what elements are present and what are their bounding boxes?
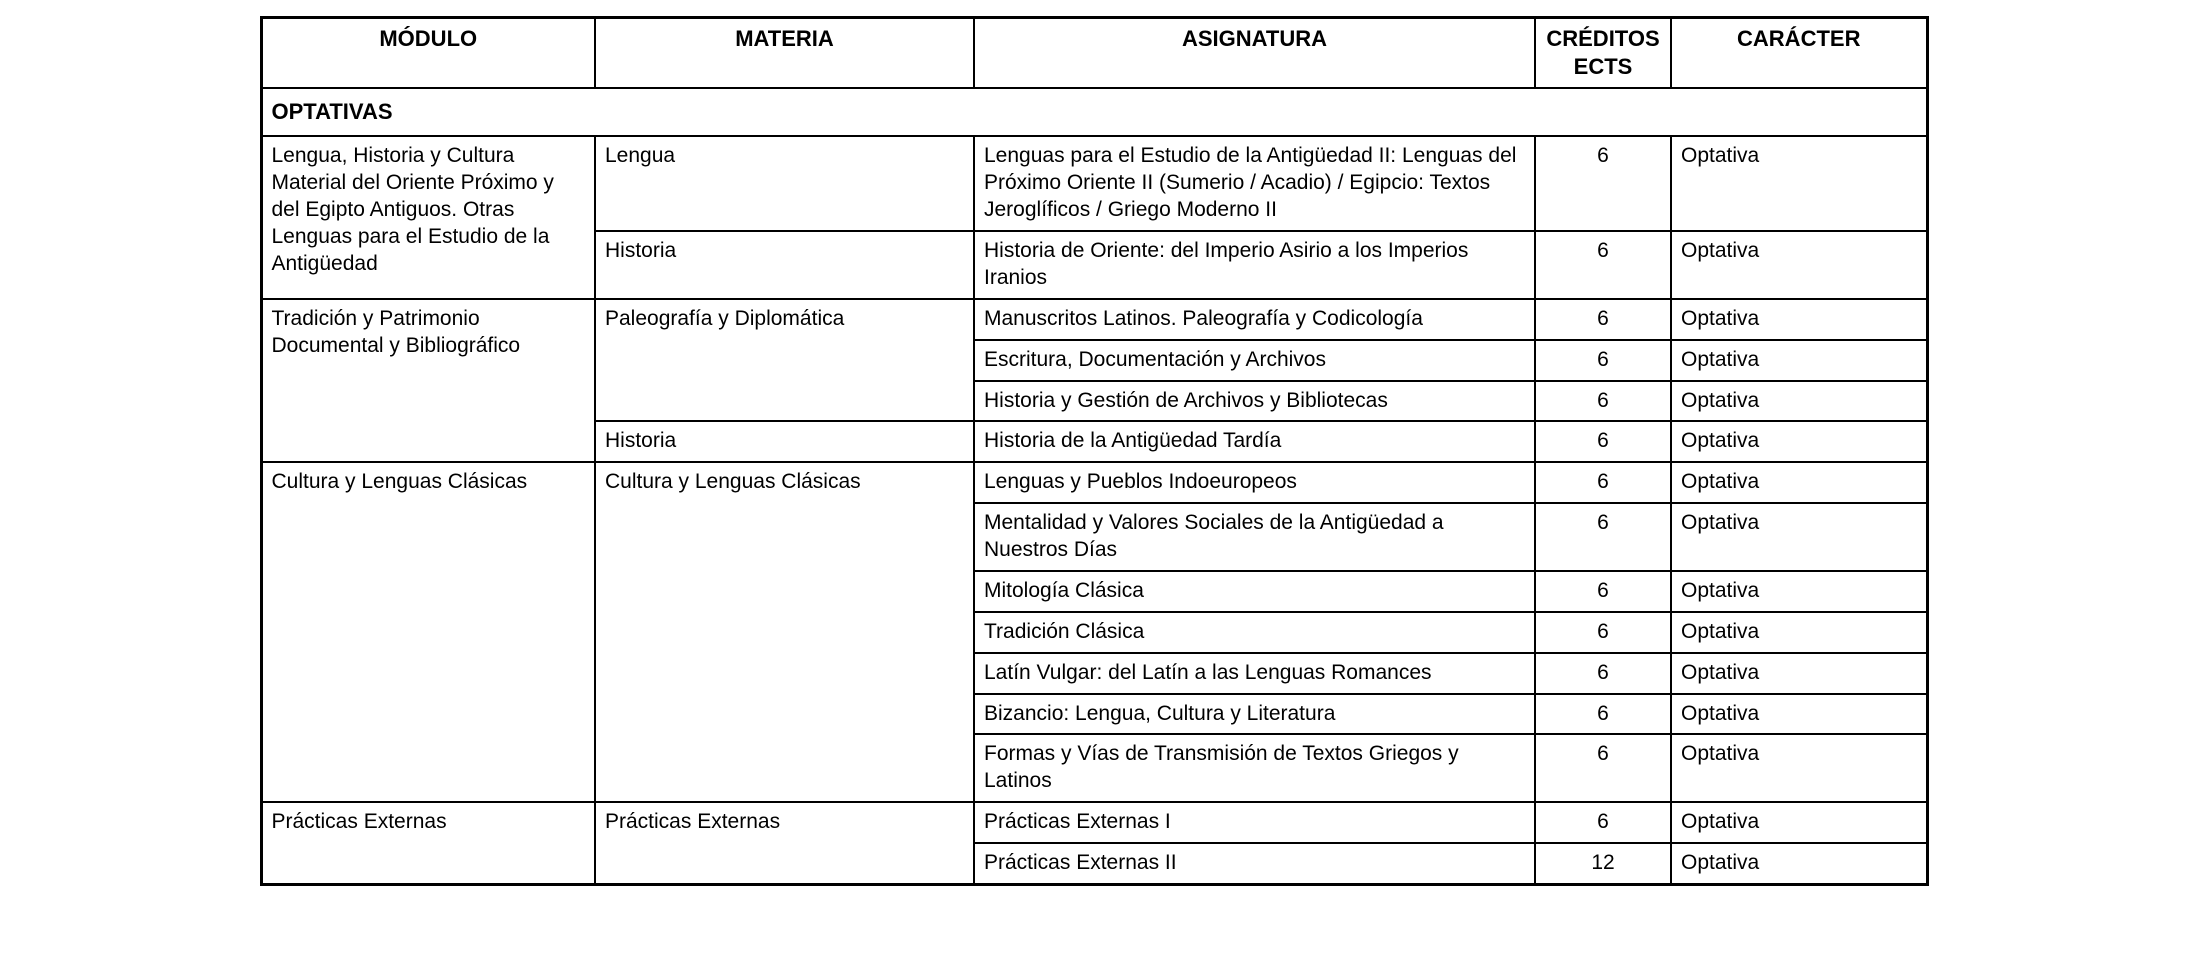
- caracter-cell: Optativa: [1671, 653, 1927, 694]
- header-row: [261, 18, 1927, 89]
- asignatura-cell: Historia de la Antigüedad Tardía: [974, 421, 1535, 462]
- modulo-cell: Tradición y Patrimonio Documental y Bibliográfico: [261, 299, 595, 463]
- table-row: [261, 299, 1927, 340]
- header-materia: MATERIA: [595, 18, 974, 89]
- caracter-cell: Optativa: [1671, 694, 1927, 735]
- creditos-cell: 6: [1535, 462, 1671, 503]
- creditos-cell: 6: [1535, 231, 1671, 299]
- caracter-cell: Optativa: [1671, 802, 1927, 843]
- modulo-cell: Prácticas Externas: [261, 802, 595, 884]
- asignatura-cell: Formas y Vías de Transmisión de Textos Griegos y Latinos: [974, 734, 1535, 802]
- caracter-cell: Optativa: [1671, 136, 1927, 231]
- caracter-cell: Optativa: [1671, 381, 1927, 422]
- creditos-cell: 6: [1535, 612, 1671, 653]
- creditos-cell: 6: [1535, 381, 1671, 422]
- creditos-cell: 6: [1535, 136, 1671, 231]
- header-asignatura: ASIGNATURA: [974, 18, 1535, 89]
- asignatura-cell: Manuscritos Latinos. Paleografía y Codicología: [974, 299, 1535, 340]
- creditos-cell: 12: [1535, 843, 1671, 884]
- creditos-cell: 6: [1535, 503, 1671, 571]
- asignatura-cell: Lenguas y Pueblos Indoeuropeos: [974, 462, 1535, 503]
- caracter-cell: Optativa: [1671, 462, 1927, 503]
- section-row: [261, 88, 1927, 136]
- caracter-cell: Optativa: [1671, 231, 1927, 299]
- asignatura-cell: Historia y Gestión de Archivos y Bibliotecas: [974, 381, 1535, 422]
- asignatura-cell: Historia de Oriente: del Imperio Asirio a los Imperios Iranios: [974, 231, 1535, 299]
- caracter-cell: Optativa: [1671, 421, 1927, 462]
- table-row: [261, 802, 1927, 843]
- curriculum-table: [260, 16, 1929, 886]
- asignatura-cell: Latín Vulgar: del Latín a las Lenguas Romances: [974, 653, 1535, 694]
- materia-cell: Lengua: [595, 136, 974, 231]
- materia-cell: Paleografía y Diplomática: [595, 299, 974, 422]
- asignatura-cell: Mentalidad y Valores Sociales de la Antigüedad a Nuestros Días: [974, 503, 1535, 571]
- modulo-cell: Lengua, Historia y Cultura Material del Oriente Próximo y del Egipto Antiguos. Otras Lenguas para el Estudio de la Antigüedad: [261, 136, 595, 298]
- table-body: [261, 136, 1927, 884]
- header-caracter: CARÁCTER: [1671, 18, 1927, 89]
- materia-cell: Cultura y Lenguas Clásicas: [595, 462, 974, 802]
- creditos-cell: 6: [1535, 571, 1671, 612]
- table-row: [261, 136, 1927, 231]
- caracter-cell: Optativa: [1671, 340, 1927, 381]
- caracter-cell: Optativa: [1671, 299, 1927, 340]
- creditos-cell: 6: [1535, 299, 1671, 340]
- header-creditos-ects: CRÉDITOS ECTS: [1535, 18, 1671, 89]
- asignatura-cell: Prácticas Externas I: [974, 802, 1535, 843]
- caracter-cell: Optativa: [1671, 571, 1927, 612]
- asignatura-cell: Prácticas Externas II: [974, 843, 1535, 884]
- materia-cell: Prácticas Externas: [595, 802, 974, 884]
- header-modulo: MÓDULO: [261, 18, 595, 89]
- creditos-cell: 6: [1535, 421, 1671, 462]
- modulo-cell: Cultura y Lenguas Clásicas: [261, 462, 595, 802]
- caracter-cell: Optativa: [1671, 503, 1927, 571]
- creditos-cell: 6: [1535, 734, 1671, 802]
- asignatura-cell: Lenguas para el Estudio de la Antigüedad II: Lenguas del Próximo Oriente II (Sumerio / Acadio) / Egipcio: Textos Jeroglíficos / Griego Moderno II: [974, 136, 1535, 231]
- table-row: [261, 462, 1927, 503]
- caracter-cell: Optativa: [1671, 612, 1927, 653]
- asignatura-cell: Mitología Clásica: [974, 571, 1535, 612]
- creditos-cell: 6: [1535, 340, 1671, 381]
- creditos-cell: 6: [1535, 653, 1671, 694]
- asignatura-cell: Tradición Clásica: [974, 612, 1535, 653]
- caracter-cell: Optativa: [1671, 843, 1927, 884]
- asignatura-cell: Escritura, Documentación y Archivos: [974, 340, 1535, 381]
- creditos-cell: 6: [1535, 802, 1671, 843]
- materia-cell: Historia: [595, 421, 974, 462]
- asignatura-cell: Bizancio: Lengua, Cultura y Literatura: [974, 694, 1535, 735]
- caracter-cell: Optativa: [1671, 734, 1927, 802]
- materia-cell: Historia: [595, 231, 974, 299]
- section-label: OPTATIVAS: [261, 88, 1927, 136]
- creditos-cell: 6: [1535, 694, 1671, 735]
